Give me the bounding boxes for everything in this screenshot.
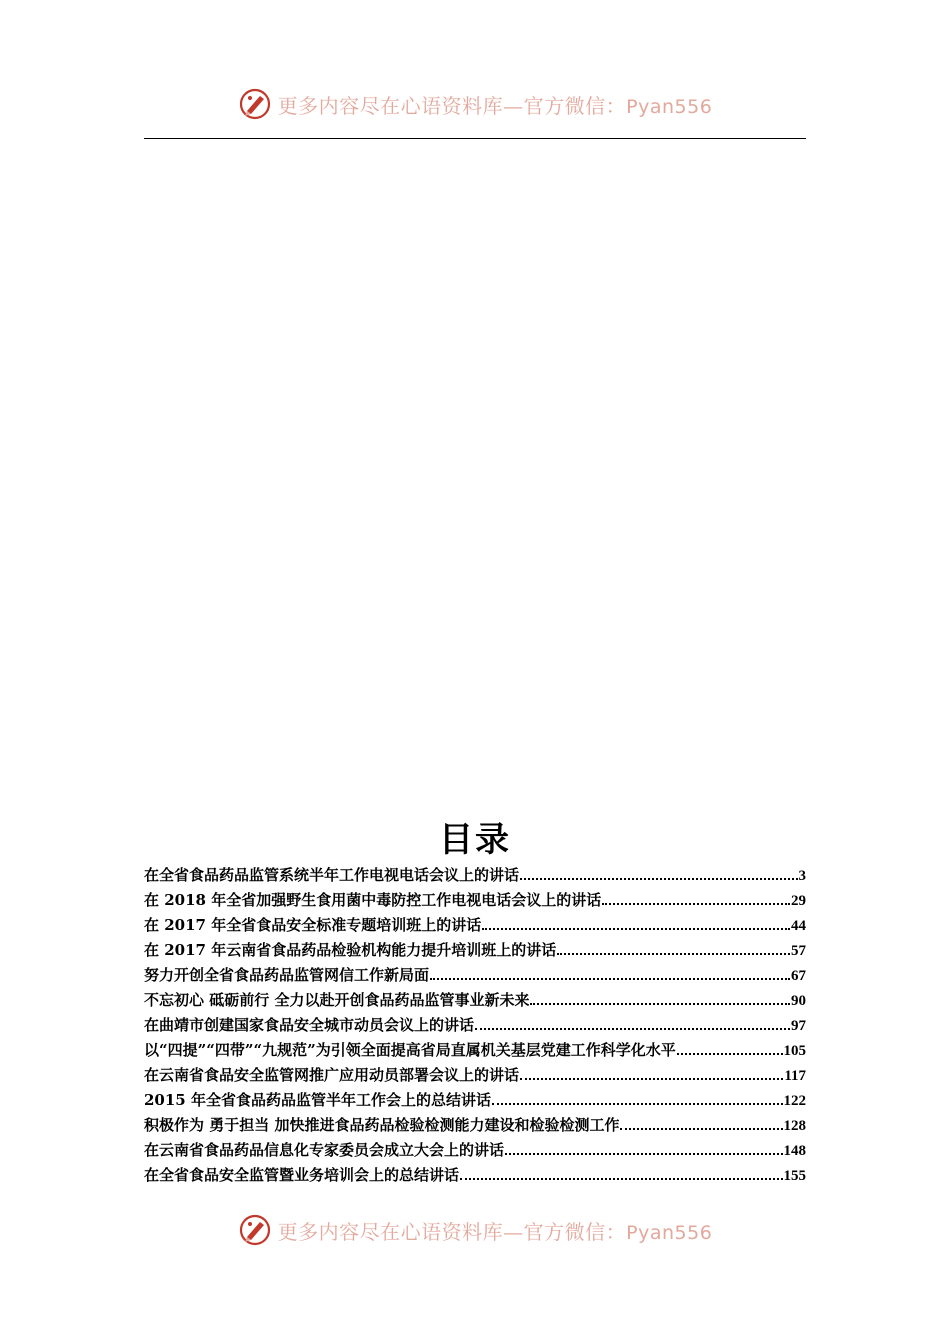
toc-entry[interactable]	[144, 1139, 806, 1164]
toc-entry-page: 155	[783, 1168, 806, 1184]
toc-dot-leader	[620, 1128, 782, 1130]
banner-content	[238, 1213, 713, 1247]
toc-entry-title: 以“四提”“四带”“九规范”为引领全面提高省局直属机关基层党建工作科学化水平	[144, 1041, 676, 1059]
toc-entry-title: 在云南省食品安全监管网推广应用动员部署会议上的讲话	[144, 1066, 520, 1084]
toc-entry-title: 在 2017 年全省食品安全标准专题培训班上的讲话	[144, 916, 482, 934]
banner-wechat-id: Pyan556	[626, 1221, 713, 1244]
banner-wechat-id: Pyan556	[626, 95, 713, 118]
toc-entry-title: 努力开创全省食品药品监管网信工作新局面	[144, 966, 430, 984]
toc-dot-leader	[460, 1178, 782, 1180]
toc-entry[interactable]	[144, 1089, 806, 1114]
toc-dot-leader	[520, 1078, 783, 1080]
toc-entry-title: 不忘初心 砥砺前行 全力以赴开创食品药品监管事业新未来	[144, 991, 530, 1009]
banner-content	[238, 87, 713, 121]
banner-slogan: 更多内容尽在心语资料库—官方微信：	[277, 1219, 627, 1244]
banner-text	[278, 90, 713, 119]
toc-entry[interactable]	[144, 914, 806, 939]
toc-entry-page: 67	[791, 968, 806, 984]
toc-entry[interactable]	[144, 1064, 806, 1089]
toc-entry-title: 在曲靖市创建国家食品安全城市动员会议上的讲话	[144, 1016, 475, 1034]
pen-logo-icon	[238, 1213, 272, 1247]
toc-entry-page: 128	[783, 1118, 806, 1134]
toc-entry-page: 117	[784, 1068, 806, 1084]
toc-entry[interactable]	[144, 1014, 806, 1039]
footer-banner	[0, 1210, 950, 1250]
pen-logo-icon	[238, 87, 272, 121]
toc-entry-page: 105	[783, 1043, 806, 1059]
toc-dot-leader	[492, 1103, 783, 1105]
header-divider	[144, 138, 806, 139]
toc-dot-leader	[530, 1003, 790, 1005]
toc-entry-page: 122	[783, 1093, 806, 1109]
toc-entry[interactable]	[144, 1039, 806, 1064]
toc-entry-page: 148	[783, 1143, 806, 1159]
toc-dot-leader	[475, 1028, 790, 1030]
toc-dot-leader	[602, 903, 790, 905]
toc-dot-leader	[505, 1153, 782, 1155]
toc-entry-page: 44	[791, 918, 806, 934]
toc-entry[interactable]	[144, 1114, 806, 1139]
toc-entry[interactable]	[144, 864, 806, 889]
toc-entry[interactable]	[144, 964, 806, 989]
toc-entry-page: 97	[791, 1018, 806, 1034]
toc-entry-page: 90	[791, 993, 806, 1009]
toc-dot-leader	[430, 978, 790, 980]
toc-entry-page: 29	[791, 893, 806, 909]
toc-entry[interactable]	[144, 989, 806, 1014]
banner-slogan: 更多内容尽在心语资料库—官方微信：	[277, 93, 627, 118]
toc-dot-leader	[677, 1053, 783, 1055]
toc-entry[interactable]	[144, 1164, 806, 1189]
toc-list	[144, 864, 806, 1189]
toc-entry-title: 积极作为 勇于担当 加快推进食品药品检验检测能力建设和检验检测工作	[144, 1116, 620, 1134]
toc-entry-title: 在全省食品药品监管系统半年工作电视电话会议上的讲话	[144, 866, 520, 884]
toc-entry-title: 在 2018 年全省加强野生食用菌中毒防控工作电视电话会议上的讲话	[144, 891, 602, 909]
toc-title: 目录	[439, 820, 511, 860]
banner-text	[278, 1216, 713, 1245]
toc-entry-title: 在云南省食品药品信息化专家委员会成立大会上的讲话	[144, 1141, 505, 1159]
header-banner	[0, 84, 950, 124]
toc-entry[interactable]	[144, 889, 806, 914]
toc-dot-leader	[482, 928, 790, 930]
toc-entry-page: 3	[798, 868, 806, 884]
toc-entry-title: 2015 年全省食品药品监管半年工作会上的总结讲话	[144, 1091, 491, 1109]
toc-entry[interactable]	[144, 939, 806, 964]
toc-entry-page: 57	[791, 943, 806, 959]
toc-dot-leader	[557, 953, 790, 955]
toc-entry-title: 在 2017 年云南省食品药品检验机构能力提升培训班上的讲话	[144, 941, 557, 959]
toc-entry-title: 在全省食品安全监管暨业务培训会上的总结讲话	[144, 1166, 460, 1184]
toc-dot-leader	[520, 878, 797, 880]
